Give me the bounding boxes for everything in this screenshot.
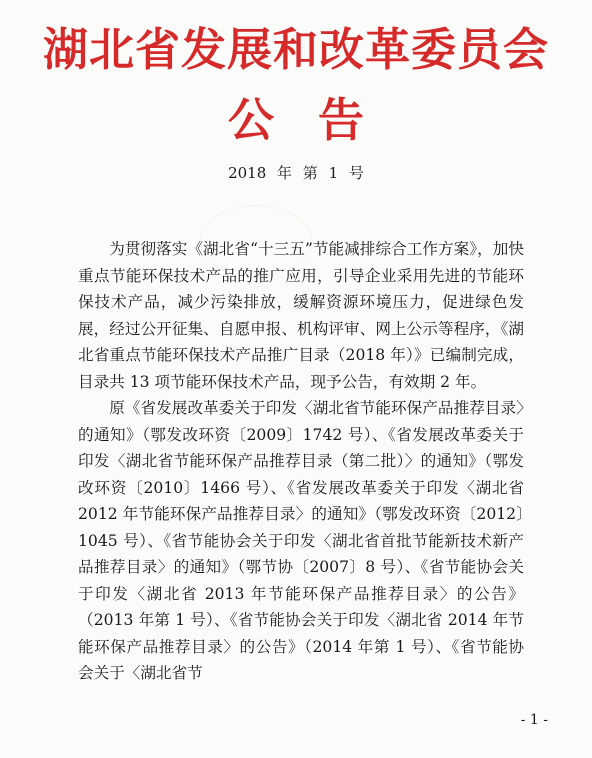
document-type-title: 公告 bbox=[228, 93, 408, 147]
paragraph-2: 原《省发展改革委关于印发〈湖北省节能环保产品推荐目录〉的通知》（鄂发改环资〔2009〕1742 号）、《省发展改革委关于印发〈湖北省节能环保产品推荐目录（第二批）〉的通知》（鄂发改环资〔2010〕1466 号）、《省发展改革委关于印发〈湖北省 2012 年节能环保产品推荐目录〉的通知》（鄂发改环资〔2012〕1045 号）、《省节能协会关于印发〈湖北省首批节能新技术新产品推荐目录〉的通知》（鄂节协〔2007〕8 号）、《省节能协会关于印发〈湖北省 2013 年节能环保产品推荐目录〉的公告》（2013 年第 1 号）、《省节能协会关于印发〈湖北省 2014 年节能环保产品推荐目录〉的公告》（2014 年第 1 号）、《省节能协会关于〈湖北省节 bbox=[78, 399, 524, 682]
issuing-org-title: 湖北省发展和改革委员会 bbox=[42, 23, 549, 76]
document-body bbox=[78, 236, 524, 687]
page-number: - 1 - bbox=[520, 712, 548, 728]
document-number: 2018 年 第 1 号 bbox=[228, 164, 364, 182]
paragraph-1: 为贯彻落实《湖北省“十三五”节能减排综合工作方案》，加快重点节能环保技术产品的推广应用，引导企业采用先进的节能环保技术产品，减少污染排放，缓解资源环境压力，促进绿色发展，经过公开征集、自愿申报、机构评审、网上公示等程序，《湖北省重点节能环保技术产品推广目录（2018 年）》已编制完成，目录共 13 项节能环保技术产品，现予公告，有效期 2 年。 bbox=[78, 240, 524, 391]
